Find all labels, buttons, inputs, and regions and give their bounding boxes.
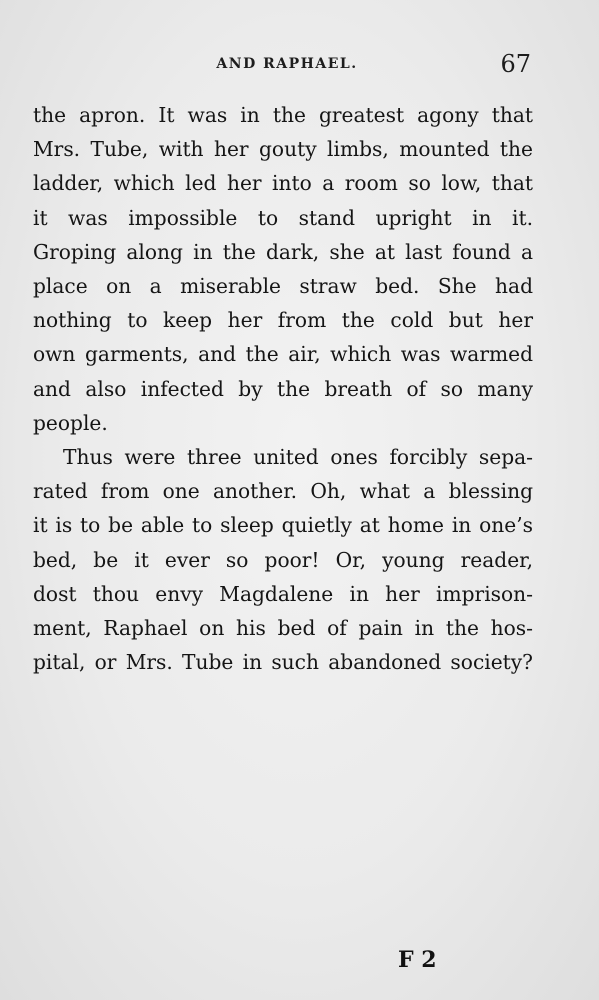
signature-mark: F 2 [398, 947, 437, 973]
text-line: nothing to keep her from the cold but her [33, 308, 533, 333]
paragraph [33, 440, 533, 679]
text-line: place on a miserable straw bed. She had [33, 274, 533, 299]
text-line: rated from one another. Oh, what a blessing [33, 479, 533, 504]
running-head [33, 50, 541, 80]
text-line: Thus were three united ones forcibly sepa- [63, 445, 533, 470]
text-line: ment, Raphael on his bed of pain in the hos- [33, 616, 533, 641]
text-line: ladder, which led her into a room so low, that [33, 171, 533, 196]
text-line: pital, or Mrs. Tube in such abandoned society? [33, 650, 533, 675]
text-line: the apron. It was in the greatest agony that [33, 103, 533, 127]
text-line: and also infected by the breath of so many [33, 376, 533, 401]
text-line: it is to be able to sleep quietly at home in one’s [33, 513, 533, 538]
page-number: 67 [500, 50, 531, 78]
running-title: AND RAPHAEL. [216, 56, 358, 72]
text-line: Mrs. Tube, with her gouty limbs, mounted the [33, 137, 533, 162]
paragraph [33, 98, 533, 440]
text-line: dost thou envy Magdalene in her imprison- [33, 581, 533, 606]
text-line: Groping along in the dark, she at last found a [33, 239, 533, 264]
text-line: own garments, and the air, which was warmed [33, 342, 533, 367]
text-line: it was impossible to stand upright in it. [33, 205, 533, 230]
text-line: people. [33, 410, 108, 435]
body-text [33, 98, 533, 679]
text-line: bed, be it ever so poor! Or, young reader, [33, 547, 533, 572]
